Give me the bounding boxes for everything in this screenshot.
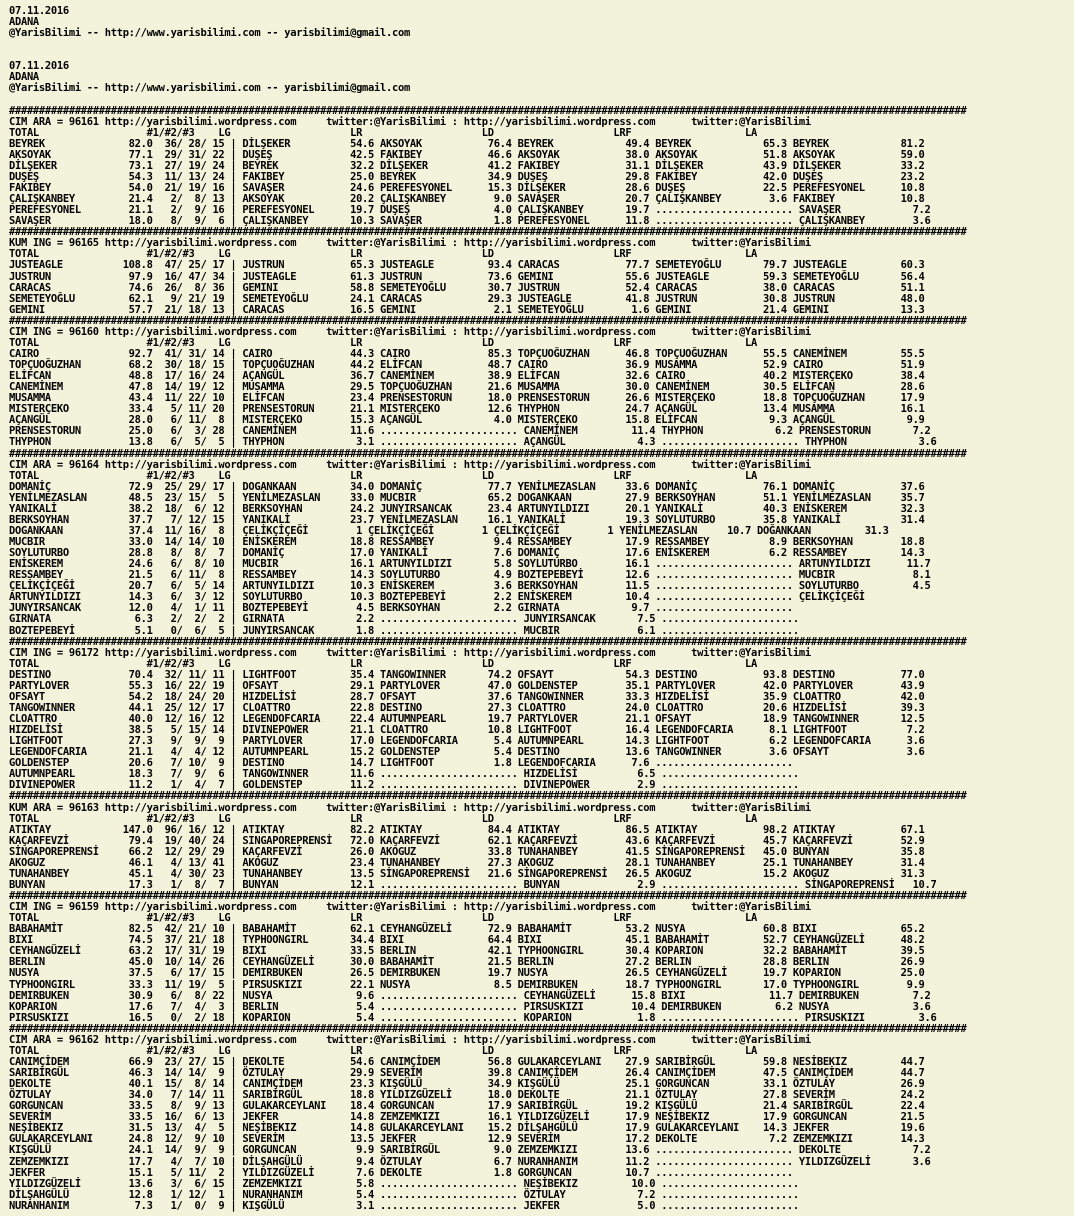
column-header: TOTAL #1/#2/#3 LG LR LD LRF LA [9, 248, 757, 261]
table-row: YENİLMEZASLAN 48.5 23/ 15/ 5 | YENİLMEZASLAN 33.0 MUCBIR 65.2 DOGANKAAN 27.9 BERKSOYHAN 51.1 YENİLMEZASLAN 35.7 [9, 491, 925, 504]
header-line: 07.11.2016 [9, 60, 69, 73]
table-row: GIRNATA 6.3 2/ 2/ 2 | GIRNATA 2.2 ....................... JUNYIRSANCAK 7.5 ....................... [9, 613, 799, 626]
table-row: ÇALIŞKANBEY 21.4 2/ 8/ 13 | AKSOYAK 20.2 ÇALIŞKANBEY 9.0 SAVAŞER 20.7 ÇALIŞKANBEY 3.6 FAKIBEY 10.8 [9, 193, 925, 206]
race-title: CIM ING = 96172 http://yarisbilimi.wordpress.com twitter:@YarisBilimi : http://yarisbilimi.wordpress.com twitter:@YarisBilimi [9, 646, 811, 659]
table-row: ÇELİKÇİÇEĞİ 20.7 6/ 5/ 14 | ARTUNYILDIZI 10.3 ENİSKEREM 3.6 BERKSOYHAN 11.5 ....................... SOYLUTURBO 4.5 [9, 580, 931, 593]
column-header: TOTAL #1/#2/#3 LG LR LD LRF LA [9, 1044, 757, 1057]
table-row: AKOGUZ 46.1 4/ 13/ 41 | AKOGUZ 23.4 TUNAHANBEY 27.3 AKOGUZ 28.1 TUNAHANBEY 25.1 TUNAHANBEY 31.4 [9, 856, 925, 869]
table-row: BOZTEPEBEYİ 5.1 0/ 6/ 5 | JUNYIRSANCAK 1.8 ....................... MUCBIR 6.1 ....................... [9, 624, 799, 637]
separator-line: ################################################################################################################################################################ [9, 635, 967, 648]
table-row: YILDIZGÜZELİ 13.6 3/ 6/ 15 | ZEMZEMKIZI 5.8 ....................... NEŞİBEKIZ 10.0 ....................... [9, 1177, 799, 1190]
table-row: BABAHAMİT 82.5 42/ 21/ 10 | BABAHAMİT 62.1 CEYHANGÜZELİ 72.9 BABAHAMİT 53.2 NUSYA 60.8 BIXI 65.2 [9, 923, 925, 936]
table-row: GORGUNCAN 33.5 8/ 9/ 13 | GULAKARCEYLANI 18.4 GORGUNCAN 17.9 SARIBİRGÜL 19.2 KIŞGÜLÜ 21.4 SARIBİRGÜL 22.4 [9, 1100, 925, 1113]
table-row: TANGOWINNER 44.1 25/ 12/ 17 | CLOATTRO 22.8 DESTINO 27.3 CLOATTRO 24.0 CLOATTRO 20.6 HIZDELİSİ 39.3 [9, 701, 925, 714]
table-row: CARACAS 74.6 26/ 8/ 36 | GEMINI 58.8 SEMETEYOĞLU 30.7 JUSTRUN 52.4 CARACAS 38.0 CARACAS 51.1 [9, 281, 925, 294]
table-row: JUSTRUN 97.9 16/ 47/ 34 | JUSTEAGLE 61.3 JUSTRUN 73.6 GEMINI 55.6 JUSTEAGLE 59.3 SEMETEYOĞLU 56.4 [9, 270, 925, 283]
table-row: BERKSOYHAN 37.7 7/ 12/ 15 | YANIKALİ 23.7 YENİLMEZASLAN 16.1 YANIKALİ 19.3 SOYLUTURBO 35.8 YANIKALİ 31.4 [9, 513, 925, 526]
table-row: DESTINO 70.4 32/ 11/ 11 | LIGHTFOOT 35.4 TANGOWINNER 74.2 OFSAYT 54.3 DESTINO 93.8 DESTINO 77.0 [9, 668, 925, 681]
column-header: TOTAL #1/#2/#3 LG LR LD LRF LA [9, 126, 757, 139]
table-row: TOPÇUOĞUZHAN 68.2 30/ 18/ 15 | TOPÇUOĞUZHAN 44.2 ELİFCAN 48.7 CAIRO 36.9 MUSAMMA 52.9 CAIRO 51.9 [9, 359, 925, 371]
table-row: GOLDENSTEP 20.6 7/ 10/ 9 | DESTINO 14.7 LIGHTFOOT 1.8 LEGENDOFCARIA 7.6 ....................... [9, 757, 793, 770]
separator-line: ################################################################################################################################################################ [9, 314, 967, 327]
table-row: ELİFCAN 48.8 17/ 16/ 24 | AÇANGÜL 36.7 CANEMİNEM 38.9 ELİFCAN 32.6 CAIRO 40.2 MISTERÇEKO 38.4 [9, 370, 925, 383]
table-row: DOGANKAAN 37.4 11/ 16/ 8 | ÇELİKÇİÇEĞİ 1 ÇELİKÇİÇEĞİ 1 ÇELİKÇİÇEĞİ 1 YENİLMEZASLAN 10.7 DOĞANKAAN 31.3 [9, 524, 889, 537]
header-line [9, 39, 1074, 50]
column-header: TOTAL #1/#2/#3 LG LR LD LRF LA [9, 812, 757, 825]
table-row: KIŞGÜLÜ 24.1 14/ 9/ 9 | GORGUNCAN 9.9 SARIBİRGÜL 9.0 ZEMZEMKIZI 13.6 ....................... DEKOLTE 7.2 [9, 1144, 931, 1157]
table-row: TYPHOONGIRL 33.3 11/ 19/ 5 | PIRSUSKIZI 22.1 NUSYA 8.5 DEMIRBUKEN 18.7 TYPHOONGIRL 17.0 TYPHOONGIRL 9.9 [9, 978, 925, 991]
table-row: DEMIRBUKEN 30.9 6/ 8/ 22 | NUSYA 9.6 ....................... CEYHANGÜZELİ 15.8 BIXI 11.7 DEMIRBUKEN 7.2 [9, 989, 931, 1002]
table-row: TUNAHANBEY 45.1 4/ 30/ 23 | TUNAHANBEY 13.5 SİNGAPOREPRENSİ 21.6 SİNGAPOREPRENSİ 26.5 AKOGUZ 15.2 AKOGUZ 31.3 [9, 867, 925, 880]
race-title: KUM ARA = 96163 http://yarisbilimi.wordpress.com twitter:@YarisBilimi : http://yarisbilimi.wordpress.com twitter:@YarisBilimi [9, 801, 811, 814]
table-row: BIXI 74.5 37/ 21/ 18 | TYPHOONGIRL 34.4 BIXI 64.4 BIXI 45.1 BABAHAMİT 52.7 CEYHANGÜZELİ 48.2 [9, 934, 925, 947]
table-row: YANIKALİ 38.2 18/ 6/ 12 | BERKSOYHAN 24.2 JUNYIRSANCAK 23.4 ARTUNYILDIZI 20.1 YANIKALİ 40.3 ENİSKEREM 32.3 [9, 502, 925, 515]
table-row: DUŞEŞ 54.3 11/ 13/ 24 | FAKIBEY 25.0 BEYREK 34.9 DUŞEŞ 29.8 FAKIBEY 42.0 DUŞEŞ 23.2 [9, 170, 925, 183]
separator-line: ################################################################################################################################################################ [9, 1022, 967, 1035]
table-row: ZEMZEMKIZI 17.7 4/ 7/ 10 | DİLŞAHGÜLÜ 9.4 ÖZTULAY 6.7 NURANHANIM 11.2 ....................... YILDIZGÜZELİ 3.6 [9, 1155, 931, 1168]
race-title: CIM ARA = 96162 http://yarisbilimi.wordpress.com twitter:@YarisBilimi : http://yarisbilimi.wordpress.com twitter:@YarisBilimi [9, 1033, 811, 1046]
table-row: BUNYAN 17.3 1/ 8/ 7 | BUNYAN 12.1 ....................... BUNYAN 2.9 ....................... SİNGAPOREPRENSİ 10.7 [9, 878, 937, 891]
table-row: CEYHANGÜZELİ 63.2 17/ 31/ 19 | BIXI 33.5 BERLIN 42.1 TYPHOONGIRL 30.4 KOPARION 32.2 BABAHAMİT 39.5 [9, 945, 925, 958]
table-row: ATIKTAY 147.0 96/ 16/ 12 | ATIKTAY 82.2 ATIKTAY 84.4 ATIKTAY 86.5 ATIKTAY 98.2 ATIKTAY 67.1 [9, 823, 925, 836]
header-line: @YarisBilimi -- http://www.yarisbilimi.com -- yarisbilimi@gmail.com [9, 27, 410, 40]
table-row: PARTYLOVER 55.3 16/ 22/ 19 | OFSAYT 29.1 PARTYLOVER 47.0 GOLDENSTEP 35.1 PARTYLOVER 42.0 PARTYLOVER 43.9 [9, 679, 925, 692]
table-row: MUCBIR 33.0 14/ 14/ 10 | ENİSKEREM 18.8 RESSAMBEY 9.4 RESSAMBEY 17.9 RESSAMBEY 8.9 BERKSOYHAN 18.8 [9, 536, 925, 548]
table-row: AUTUMNPEARL 18.3 7/ 9/ 6 | TANGOWINNER 11.6 ....................... HIZDELİSİ 6.5 ....................... [9, 768, 799, 781]
header-line [9, 50, 1074, 61]
table-row: PRENSESTORUN 25.0 6/ 3/ 28 | CANEMİNEM 11.6 ....................... CANEMİNEM 11.4 THYPHON 6.2 PRENSESTORUN 7.2 [9, 425, 931, 438]
column-header: TOTAL #1/#2/#3 LG LR LD LRF LA [9, 336, 757, 349]
separator-line: ################################################################################################################################################################ [9, 104, 967, 117]
table-row: ARTUNYILDIZI 14.3 6/ 3/ 12 | SOYLUTURBO 10.3 BOZTEPEBEYİ 2.2 ENİSKEREM 10.4 ....................... ÇELİKÇİÇEĞİ [9, 591, 865, 604]
table-row: HIZDELİSİ 38.5 5/ 15/ 14 | DIVINEPOWER 21.1 CLOATTRO 10.8 LIGHTFOOT 16.4 LEGENDOFCARIA 8.1 LIGHTFOOT 7.2 [9, 724, 925, 737]
table-row: JUNYIRSANCAK 12.0 4/ 1/ 11 | BOZTEPEBEYİ 4.5 BERKSOYHAN 2.2 GIRNATA 9.7 ....................... [9, 602, 793, 615]
table-row: LEGENDOFCARIA 21.1 4/ 4/ 12 | AUTUMNPEARL 15.2 GOLDENSTEP 5.4 DESTINO 13.6 TANGOWINNER 3.6 OFSAYT 3.6 [9, 746, 925, 759]
header-line: @YarisBilimi -- http://www.yarisbilimi.com -- yarisbilimi@gmail.com [9, 82, 410, 95]
table-row: SEMETEYOĞLU 62.1 9/ 21/ 19 | SEMETEYOĞLU 24.1 CARACAS 29.3 JUSTEAGLE 41.8 JUSTRUN 30.8 JUSTRUN 48.0 [9, 292, 925, 305]
table-row: CLOATTRO 40.0 12/ 16/ 12 | LEGENDOFCARIA 22.4 AUTUMNPEARL 19.7 PARTYLOVER 21.1 OFSAYT 18.9 TANGOWINNER 12.5 [9, 713, 925, 725]
table-row: FAKIBEY 54.0 21/ 19/ 16 | SAVAŞER 24.6 PEREFESYONEL 15.3 DİLŞEKER 28.6 DUŞEŞ 22.5 PEREFESYONEL 10.8 [9, 182, 925, 194]
table-row: SOYLUTURBO 28.8 8/ 8/ 7 | DOMANİÇ 17.0 YANIKALİ 7.6 DOMANİÇ 17.6 ENİSKEREM 6.2 RESSAMBEY 14.3 [9, 547, 925, 560]
table-row: MISTERÇEKO 33.4 5/ 11/ 20 | PRENSESTORUN 21.1 MISTERÇEKO 12.6 THYPHON 24.7 AÇANGÜL 13.4 MUSAMMA 16.1 [9, 403, 925, 416]
column-header: TOTAL #1/#2/#3 LG LR LD LRF LA [9, 912, 757, 925]
race-title: CIM ARA = 96164 http://yarisbilimi.wordpress.com twitter:@YarisBilimi : http://yarisbilimi.wordpress.com twitter:@YarisBilimi [9, 458, 811, 471]
separator-line: ################################################################################################################################################################ [9, 890, 967, 902]
race-title: CIM ING = 96160 http://yarisbilimi.wordpress.com twitter:@YarisBilimi : http://yarisbilimi.wordpress.com twitter:@YarisBilimi [9, 325, 811, 338]
table-row: SEVERİM 33.5 16/ 6/ 13 | JEKFER 14.8 ZEMZEMKIZI 16.1 YILDIZGÜZELİ 17.9 NEŞİBEKIZ 17.9 GORGUNCAN 21.5 [9, 1111, 925, 1124]
table-row: PIRSUSKIZI 16.5 0/ 2/ 18 | KOPARION 5.4 ....................... KOPARION 1.8 ....................... PIRSUSKIZI 3.6 [9, 1011, 937, 1024]
table-row: GEMINI 57.7 21/ 18/ 13 | CARACAS 16.5 GEMINI 2.1 SEMETEYOĞLU 1.6 GEMINI 21.4 GEMINI 13.3 [9, 303, 925, 316]
table-row: NEŞİBEKIZ 31.5 13/ 4/ 5 | NEŞİBEKIZ 14.8 GULAKARCEYLANI 15.2 DİLŞAHGÜLÜ 17.9 GULAKARCEYLANI 14.3 JEKFER 19.6 [9, 1122, 925, 1135]
table-row: KOPARION 17.6 7/ 4/ 3 | BERLIN 5.4 ....................... PIRSUSKIZI 10.4 DEMIRBUKEN 6.2 NUSYA 3.6 [9, 1000, 931, 1013]
table-row: AÇANGÜL 28.0 6/ 11/ 8 | MISTERÇEKO 15.3 AÇANGÜL 4.0 MISTERÇEKO 15.8 ELİFCAN 9.3 AÇANGÜL 9.9 [9, 414, 925, 427]
table-row: SARIBİRGÜL 46.3 14/ 14/ 9 | ÖZTULAY 29.9 SEVERİM 39.8 CANIMÇİDEM 26.4 CANIMÇİDEM 47.5 CANIMÇİDEM 44.7 [9, 1067, 925, 1079]
table-row: DEKOLTE 40.1 15/ 8/ 14 | CANIMÇİDEM 23.3 KIŞGÜLÜ 34.9 KIŞGÜLÜ 25.1 GORGUNCAN 33.1 ÖZTULAY 26.9 [9, 1078, 925, 1091]
table-row: NURANHANIM 7.3 1/ 0/ 9 | KIŞGÜLÜ 3.1 ....................... JEKFER 5.0 ....................... [9, 1199, 799, 1212]
table-row: SAVAŞER 18.0 8/ 9/ 6 | ÇALIŞKANBEY 10.3 SAVAŞER 1.8 PEREFESYONEL 11.8 ....................... ÇALIŞKANBEY 3.6 [9, 215, 931, 228]
table-row: OFSAYT 54.2 18/ 24/ 20 | HIZDELİSİ 28.7 OFSAYT 37.6 TANGOWINNER 33.3 HIZDELİSİ 35.9 CLOATTRO 42.0 [9, 690, 925, 703]
table-row: DİLŞAHGÜLÜ 12.8 1/ 12/ 1 | NURANHANIM 5.4 ....................... ÖZTULAY 7.2 ....................... [9, 1188, 799, 1201]
table-row: NUSYA 37.5 6/ 17/ 15 | DEMIRBUKEN 26.5 DEMIRBUKEN 19.7 NUSYA 26.5 CEYHANGÜZELİ 19.7 KOPARION 25.0 [9, 967, 925, 980]
table-row: JUSTEAGLE 108.8 47/ 25/ 17 | JUSTRUN 65.3 JUSTEAGLE 93.4 CARACAS 77.7 SEMETEYOĞLU 79.7 JUSTEAGLE 60.3 [9, 259, 925, 272]
table-row: DIVINEPOWER 11.2 1/ 4/ 7 | GOLDENSTEP 11.2 ....................... DIVINEPOWER 2.9 ....................... [9, 779, 799, 792]
separator-line: ################################################################################################################################################################ [9, 447, 967, 460]
table-row: DİLŞEKER 73.1 27/ 19/ 24 | BEYREK 32.2 DİLŞEKER 41.2 FAKIBEY 31.1 DİLŞEKER 43.9 DİLŞEKER 33.2 [9, 159, 925, 172]
column-header: TOTAL #1/#2/#3 LG LR LD LRF LA [9, 657, 757, 670]
table-row: THYPHON 13.8 6/ 5/ 5 | THYPHON 3.1 ....................... AÇANGÜL 4.3 ....................... THYPHON 3.6 [9, 436, 937, 449]
column-header: TOTAL #1/#2/#3 LG LR LD LRF LA [9, 469, 757, 482]
table-row: BERLIN 45.0 10/ 14/ 26 | CEYHANGÜZELİ 30.0 BABAHAMİT 21.5 BERLIN 27.2 BERLIN 28.8 BERLIN 26.9 [9, 956, 925, 969]
race-title: CIM ING = 96159 http://yarisbilimi.wordpress.com twitter:@YarisBilimi : http://yarisbilimi.wordpress.com twitter:@YarisBilimi [9, 901, 811, 914]
table-row: PEREFESYONEL 21.1 2/ 9/ 16 | PEREFESYONEL 19.7 DUŞEŞ 4.0 ÇALIŞKANBEY 19.7 ....................... SAVAŞER 7.2 [9, 204, 931, 217]
table-row: LIGHTFOOT 27.3 9/ 9/ 9 | PARTYLOVER 17.0 LEGENDOFCARIA 5.4 AUTUMNPEARL 14.3 LIGHTFOOT 6.2 LEGENDOFCARIA 3.6 [9, 735, 925, 748]
header-line: ADANA [9, 16, 39, 29]
separator-line: ################################################################################################################################################################ [9, 790, 967, 803]
table-row: ENİSKEREM 24.6 6/ 8/ 10 | MUCBIR 16.1 ARTUNYILDIZI 5.8 SOYLUTURBO 16.1 ....................... ARTUNYILDIZI 11.7 [9, 558, 931, 571]
table-row: KAÇARFEVZİ 79.4 19/ 40/ 24 | SINGAPOREPRENSİ 72.0 KAÇARFEVZİ 62.1 KAÇARFEVZİ 43.6 KAÇARFEVZİ 45.7 KAÇARFEVZİ 52.9 [9, 834, 925, 847]
table-row: MUSAMMA 43.4 11/ 22/ 10 | ELİFCAN 23.4 PRENSESTORUN 18.0 PRENSESTORUN 26.6 MISTERÇEKO 18.8 TOPÇUOĞUZHAN 17.9 [9, 392, 925, 405]
table-row: DOMANİÇ 72.9 25/ 29/ 17 | DOGANKAAN 34.0 DOMANİÇ 77.7 YENİLMEZASLAN 33.6 DOMANİÇ 76.1 DOMANİÇ 37.6 [9, 480, 925, 493]
table-row: GULAKARCEYLANI 24.8 12/ 9/ 10 | SEVERİM 13.5 JEKFER 12.9 SEVERİM 17.2 DEKOLTE 7.2 ZEMZEMKIZI 14.3 [9, 1133, 925, 1146]
table-row: BEYREK 82.0 36/ 28/ 15 | DİLŞEKER 54.6 AKSOYAK 76.4 BEYREK 49.4 BEYREK 65.3 BEYREK 81.2 [9, 137, 925, 150]
separator-line: ################################################################################################################################################################ [9, 226, 967, 239]
race-title: KUM ING = 96165 http://yarisbilimi.wordpress.com twitter:@YarisBilimi : http://yarisbilimi.wordpress.com twitter:@YarisBilimi [9, 237, 811, 250]
table-row: CAIRO 92.7 41/ 31/ 14 | CAIRO 44.3 CAIRO 85.3 TOPÇUOĞUZHAN 46.8 TOPÇUOĞUZHAN 55.5 CANEMİNEM 55.5 [9, 347, 925, 360]
table-row: AKSOYAK 77.1 29/ 31/ 22 | DUŞEŞ 42.5 FAKIBEY 46.6 AKSOYAK 38.0 AKSOYAK 51.8 AKSOYAK 59.0 [9, 148, 925, 161]
table-row: ÖZTULAY 34.0 7/ 14/ 11 | SARIBİRGÜL 18.8 YILDIZGÜZELİ 18.0 DEKOLTE 21.1 ÖZTULAY 27.8 SEVERİM 24.2 [9, 1089, 925, 1102]
header-line [9, 95, 1074, 106]
table-row: CANEMİNEM 47.8 14/ 19/ 12 | MUSAMMA 29.5 TOPÇUOĞUZHAN 21.6 MUSAMMA 30.0 CANEMİNEM 30.5 ELİFCAN 28.6 [9, 381, 925, 394]
header-line: ADANA [9, 71, 39, 84]
table-row: JEKFER 15.1 5/ 11/ 2 | YILDIZGÜZELİ 7.6 DEKOLTE 1.8 GORGUNCAN 10.7 ....................... [9, 1166, 793, 1179]
race-title: CIM ARA = 96161 http://yarisbilimi.wordpress.com twitter:@YarisBilimi : http://yarisbilimi.wordpress.com twitter:@YarisBilimi [9, 115, 811, 128]
table-row: RESSAMBEY 21.5 6/ 11/ 8 | RESSAMBEY 14.3 SOYLUTURBO 4.9 BOZTEPEBEYİ 12.6 ....................... MUCBIR 8.1 [9, 569, 931, 582]
header-line: 07.11.2016 [9, 5, 69, 17]
table-row: SİNGAPOREPRENSİ 66.2 12/ 29/ 29 | KAÇARFEVZİ 26.0 AKOGUZ 33.8 TUNAHANBEY 41.5 SİNGAPOREPRENSİ 45.0 BUNYAN 35.8 [9, 845, 925, 858]
table-row: CANIMÇİDEM 66.9 23/ 27/ 15 | DEKOLTE 54.6 CANIMÇİDEM 56.8 GULAKARCEYLANI 27.9 SARIBİRGÜL 59.8 NESİBEKIZ 44.7 [9, 1055, 925, 1068]
